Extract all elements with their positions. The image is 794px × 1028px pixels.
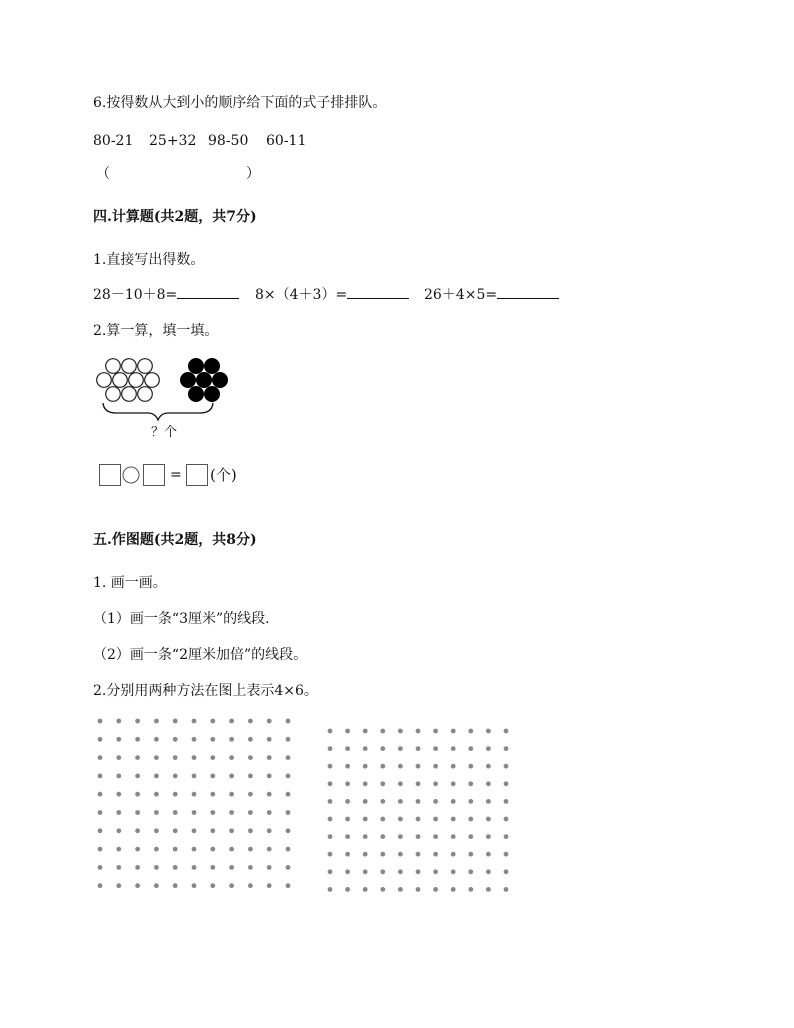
grid-dot (154, 792, 159, 797)
open-circle (122, 359, 137, 374)
grid-dot (173, 737, 178, 742)
filled-circle (180, 372, 196, 388)
grid-dot (192, 792, 197, 797)
grid-dot (380, 817, 385, 822)
grid-dot (154, 828, 159, 833)
open-circle (106, 359, 121, 374)
grid-dot (504, 799, 509, 804)
grid-dot (248, 792, 253, 797)
grid-dot (98, 847, 103, 852)
grid-dot (451, 729, 456, 734)
grid-dot (135, 810, 140, 815)
grid-dot (210, 792, 215, 797)
grid-dot (173, 774, 178, 779)
grid-dot (345, 869, 350, 874)
grid-dot (286, 828, 291, 833)
filled-circles-group (180, 358, 228, 402)
grid-dot (398, 781, 403, 786)
question-5-1-sub2: （2）画一条“2厘米加倍”的线段。 (93, 647, 308, 663)
grid-dot (116, 865, 121, 870)
grid-dot (328, 834, 333, 839)
grid-dot (116, 719, 121, 724)
grid-dot (451, 817, 456, 822)
grid-dot (416, 817, 421, 822)
grid-dot (267, 792, 272, 797)
grid-dot (286, 792, 291, 797)
grid-dot (416, 869, 421, 874)
brace-icon (103, 403, 213, 420)
grid-dot (328, 817, 333, 822)
grid-dot (173, 865, 178, 870)
grid-dot (504, 817, 509, 822)
grid-dot (416, 764, 421, 769)
grid-dot (267, 847, 272, 852)
grid-dot (380, 729, 385, 734)
grid-dot (135, 847, 140, 852)
grid-dot (210, 755, 215, 760)
grid-dot (504, 746, 509, 751)
grid-dot (154, 810, 159, 815)
grid-dot (328, 764, 333, 769)
equation-2 (255, 286, 409, 304)
grid-dot (486, 799, 491, 804)
question-4-2-title: 2.算一算，填一填。 (93, 323, 219, 339)
grid-dot (267, 755, 272, 760)
grid-dot (398, 729, 403, 734)
grid-dot (398, 852, 403, 857)
grid-dot (451, 887, 456, 892)
grid-dot (210, 847, 215, 852)
grid-dot (433, 834, 438, 839)
dot-grid-right[interactable] (326, 727, 516, 897)
grid-dot (433, 869, 438, 874)
section-5-heading: 五.作图题(共2题，共8分) (93, 532, 257, 548)
grid-dot (135, 737, 140, 742)
grid-dot (468, 746, 473, 751)
grid-dot (173, 828, 178, 833)
grid-dot (345, 781, 350, 786)
grid-dot (248, 755, 253, 760)
open-circle (106, 387, 121, 402)
grid-dot (267, 774, 272, 779)
brace-label: ？个 (151, 425, 178, 440)
grid-dot (98, 774, 103, 779)
grid-dot (286, 755, 291, 760)
grid-dot (267, 883, 272, 888)
open-circle (113, 373, 128, 388)
grid-dot (345, 764, 350, 769)
open-circles-group (97, 359, 160, 402)
grid-dot (248, 847, 253, 852)
grid-dot (451, 834, 456, 839)
grid-dot (154, 737, 159, 742)
grid-dot (192, 755, 197, 760)
grid-dot (380, 887, 385, 892)
question-4-1-title: 1.直接写出得数。 (93, 252, 205, 268)
open-circle (97, 373, 112, 388)
grid-dot (229, 755, 234, 760)
grid-dot (286, 865, 291, 870)
grid-dot (248, 865, 253, 870)
grid-dot (286, 774, 291, 779)
grid-dot (345, 852, 350, 857)
grid-dot (486, 764, 491, 769)
grid-dot (398, 764, 403, 769)
grid-dot (345, 799, 350, 804)
filled-circle (212, 372, 228, 388)
expression-1: 80-21 (93, 133, 134, 149)
grid-dot (433, 729, 438, 734)
grid-dot (468, 764, 473, 769)
grid-dot (504, 729, 509, 734)
grid-dot (248, 810, 253, 815)
grid-dot (380, 869, 385, 874)
grid-dot (248, 719, 253, 724)
grid-dot (192, 865, 197, 870)
grid-dot (398, 817, 403, 822)
grid-dot (98, 810, 103, 815)
grid-dot (286, 810, 291, 815)
grid-dot (363, 729, 368, 734)
question-5-1-title: 1. 画一画。 (93, 575, 167, 591)
grid-dot (192, 719, 197, 724)
open-circle (138, 387, 153, 402)
grid-dot (173, 810, 178, 815)
answer-blank-3[interactable] (497, 286, 559, 299)
equation-2-text: 8×（4＋3）= (255, 287, 348, 303)
grid-dot (154, 719, 159, 724)
grid-dot (210, 883, 215, 888)
circles-figure (0, 0, 240, 80)
grid-dot (451, 781, 456, 786)
grid-dot (468, 817, 473, 822)
grid-dot (451, 869, 456, 874)
grid-dot (504, 834, 509, 839)
grid-dot (229, 719, 234, 724)
grid-dot (154, 755, 159, 760)
grid-dot (154, 847, 159, 852)
grid-dot (468, 852, 473, 857)
grid-dot (192, 883, 197, 888)
grid-dot (468, 781, 473, 786)
grid-dot (267, 865, 272, 870)
grid-dot (229, 883, 234, 888)
grid-dot (486, 817, 491, 822)
grid-dot (486, 887, 491, 892)
grid-dot (210, 737, 215, 742)
grid-dot (98, 883, 103, 888)
grid-dot (398, 887, 403, 892)
grid-dot (398, 746, 403, 751)
grid-dot (248, 828, 253, 833)
grid-dot (486, 852, 491, 857)
grid-dot (116, 755, 121, 760)
grid-dot (192, 828, 197, 833)
filled-circle (196, 372, 212, 388)
grid-dot (116, 774, 121, 779)
grid-dot (398, 869, 403, 874)
grid-dot (486, 834, 491, 839)
grid-dot (433, 781, 438, 786)
grid-dot (286, 737, 291, 742)
grid-dot (328, 781, 333, 786)
grid-dot (116, 847, 121, 852)
grid-dot (192, 774, 197, 779)
grid-dot (451, 764, 456, 769)
grid-dot (363, 817, 368, 822)
grid-dot (380, 764, 385, 769)
open-circle (138, 359, 153, 374)
answer-paren-close: ） (246, 166, 260, 182)
grid-dot (229, 774, 234, 779)
grid-dot (433, 746, 438, 751)
grid-dot (380, 799, 385, 804)
grid-dot (363, 799, 368, 804)
grid-dot (486, 729, 491, 734)
grid-dot (504, 887, 509, 892)
grid-dot (229, 810, 234, 815)
equation-3 (424, 286, 559, 304)
grid-dot (363, 764, 368, 769)
grid-dot (286, 847, 291, 852)
grid-dot (451, 852, 456, 857)
equation-1-text: 28－10＋8= (93, 287, 178, 303)
grid-dot (192, 810, 197, 815)
section-4-heading: 四.计算题(共2题，共7分) (93, 209, 257, 225)
grid-dot (398, 799, 403, 804)
grid-dot (267, 719, 272, 724)
open-circle (145, 373, 160, 388)
filled-circle (204, 386, 220, 402)
answer-box-3[interactable] (186, 464, 208, 486)
grid-dot (135, 883, 140, 888)
grid-dot (135, 865, 140, 870)
open-circle (129, 373, 144, 388)
grid-dot (468, 869, 473, 874)
grid-dot (486, 781, 491, 786)
expression-3: 98-50 (208, 133, 249, 149)
grid-dot (486, 746, 491, 751)
equals-sign: = (170, 467, 182, 483)
grid-dot (416, 729, 421, 734)
grid-dot (135, 828, 140, 833)
grid-dot (229, 828, 234, 833)
grid-dot (345, 729, 350, 734)
grid-dot (267, 810, 272, 815)
grid-dot (363, 852, 368, 857)
grid-dot (135, 792, 140, 797)
grid-dot (363, 887, 368, 892)
grid-dot (210, 719, 215, 724)
grid-dot (504, 764, 509, 769)
grid-dot (173, 755, 178, 760)
grid-dot (328, 729, 333, 734)
grid-dot (116, 737, 121, 742)
grid-dot (433, 817, 438, 822)
grid-dot (416, 834, 421, 839)
grid-dot (210, 828, 215, 833)
grid-dot (363, 781, 368, 786)
grid-dot (328, 746, 333, 751)
answer-paren-open: （ (96, 166, 110, 182)
grid-dot (468, 887, 473, 892)
grid-dot (416, 781, 421, 786)
grid-dot (486, 869, 491, 874)
grid-dot (468, 729, 473, 734)
grid-dot (229, 792, 234, 797)
filled-circle (188, 358, 204, 374)
grid-dot (451, 746, 456, 751)
grid-dot (468, 799, 473, 804)
operator-circle-icon[interactable] (122, 465, 142, 485)
grid-dot (173, 883, 178, 888)
grid-dot (192, 847, 197, 852)
question-5-1-sub1: （1）画一条“3厘米”的线段. (93, 611, 270, 627)
question-6-title: 6.按得数从大到小的顺序给下面的式子排排队。 (93, 95, 387, 111)
grid-dot (173, 792, 178, 797)
grid-dot (363, 834, 368, 839)
grid-dot (363, 746, 368, 751)
grid-dot (380, 834, 385, 839)
grid-dot (286, 883, 291, 888)
grid-dot (433, 799, 438, 804)
dot-grid-left[interactable] (96, 717, 296, 897)
grid-dot (210, 774, 215, 779)
grid-dot (116, 828, 121, 833)
grid-dot (416, 746, 421, 751)
grid-dot (345, 746, 350, 751)
grid-dot (380, 746, 385, 751)
grid-dot (345, 834, 350, 839)
grid-dot (98, 737, 103, 742)
grid-dot (229, 737, 234, 742)
grid-dot (98, 865, 103, 870)
grid-dot (116, 883, 121, 888)
grid-dot (328, 852, 333, 857)
grid-dot (98, 828, 103, 833)
grid-dot (328, 887, 333, 892)
question-5-2-title: 2.分别用两种方法在图上表示4×6。 (93, 683, 318, 699)
grid-dot (328, 799, 333, 804)
answer-blank-2[interactable] (347, 286, 409, 299)
grid-dot (229, 865, 234, 870)
grid-dot (380, 852, 385, 857)
grid-dot (345, 817, 350, 822)
grid-dot (433, 764, 438, 769)
answer-box-2[interactable] (143, 464, 165, 486)
grid-dot (135, 774, 140, 779)
expression-2: 25+32 (149, 133, 197, 149)
grid-dot (433, 887, 438, 892)
grid-dot (154, 883, 159, 888)
grid-dot (286, 719, 291, 724)
grid-dot (116, 810, 121, 815)
grid-dot (504, 852, 509, 857)
grid-dot (210, 865, 215, 870)
equation-3-text: 26＋4×5= (424, 287, 498, 303)
grid-dot (416, 887, 421, 892)
grid-dot (248, 883, 253, 888)
grid-dot (345, 887, 350, 892)
grid-dot (398, 834, 403, 839)
grid-dot (380, 781, 385, 786)
grid-dot (116, 792, 121, 797)
grid-dot (504, 781, 509, 786)
grid-dot (98, 792, 103, 797)
open-circle (122, 387, 137, 402)
grid-dot (210, 810, 215, 815)
grid-dot (98, 719, 103, 724)
grid-dot (267, 737, 272, 742)
equation-1 (93, 286, 239, 304)
grid-dot (135, 719, 140, 724)
grid-dot (192, 737, 197, 742)
grid-dot (267, 828, 272, 833)
expression-4: 60-11 (266, 133, 307, 149)
answer-box-1[interactable] (99, 464, 121, 486)
grid-dot (173, 719, 178, 724)
grid-dot (248, 737, 253, 742)
grid-dot (328, 869, 333, 874)
grid-dot (135, 755, 140, 760)
grid-dot (433, 852, 438, 857)
grid-dot (468, 834, 473, 839)
grid-dot (248, 774, 253, 779)
filled-circle (204, 358, 220, 374)
grid-dot (173, 847, 178, 852)
grid-dot (451, 799, 456, 804)
grid-dot (416, 799, 421, 804)
unit-label: (个) (210, 466, 237, 484)
grid-dot (154, 774, 159, 779)
grid-dot (154, 865, 159, 870)
grid-dot (416, 852, 421, 857)
grid-dot (229, 847, 234, 852)
grid-dot (98, 755, 103, 760)
filled-circle (188, 386, 204, 402)
answer-blank-1[interactable] (177, 286, 239, 299)
grid-dot (363, 869, 368, 874)
grid-dot (504, 869, 509, 874)
